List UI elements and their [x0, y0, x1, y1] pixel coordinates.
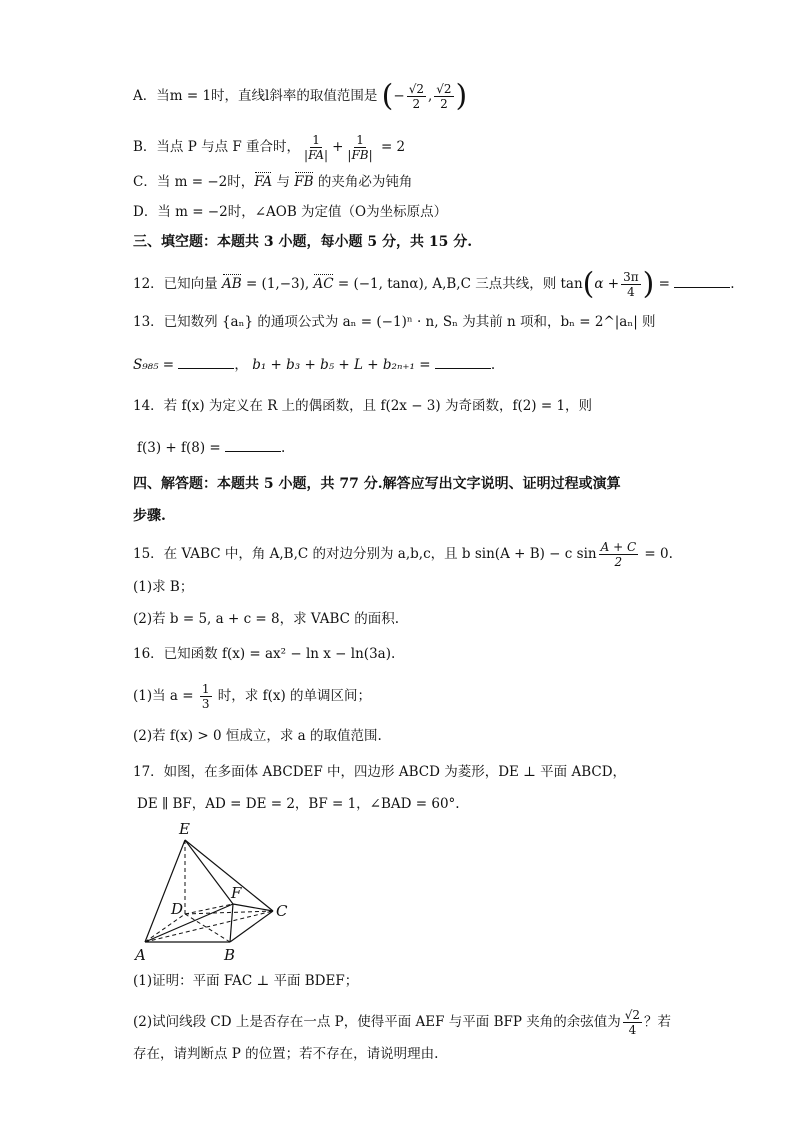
edge-df-hidden	[185, 904, 233, 914]
question-17-line2: DE ∥ BF，AD = DE = 2，BF = 1，∠BAD = 60°.	[137, 796, 460, 812]
question-13-line1: 13．已知数列 {aₙ} 的通项公式为 aₙ = (−1)ⁿ · n, Sₙ 为其前 n 项和，bₙ = 2^|aₙ| 则	[133, 314, 656, 330]
separator: ，	[234, 357, 253, 373]
q12-part1: = (1,−3),	[241, 276, 314, 292]
answer-blank-q12[interactable]	[674, 273, 730, 288]
edge-fc	[233, 904, 273, 911]
question-14-line1: 14．若 f(x) 为定义在 R 上的偶函数，且 f(2x − 3) 为奇函数，f(2) = 1，则	[133, 398, 593, 414]
frac-num: 1	[312, 133, 320, 147]
option-c-end: 的夹角必为钝角	[313, 174, 413, 190]
option-a-prefix: A．当	[133, 88, 170, 104]
question-17-part3: 存在，请判断点 P 的位置；若不存在，请说明理由.	[133, 1046, 439, 1062]
close-paren: )	[455, 78, 468, 114]
q14-expression: f(3) + f(8) =	[137, 440, 226, 456]
plus-sign: +	[332, 139, 344, 155]
question-12	[133, 266, 735, 302]
period: .	[730, 276, 735, 292]
answer-blank-q13b[interactable]	[435, 354, 491, 369]
q17-p2-pre: (2)试问线段 CD 上是否存在一点 P，使得平面 AEF 与平面 BFP 夹角的余弦值为	[133, 1014, 621, 1030]
vector-fb: FB	[294, 174, 314, 190]
comma: ,	[427, 88, 433, 104]
s985-label: S₉₈₅ =	[133, 357, 179, 373]
question-15-part1: (1)求 B；	[133, 579, 194, 595]
vector-fa: FA	[254, 174, 273, 190]
frac-den: 2	[614, 555, 623, 569]
q12-equals: =	[654, 276, 675, 292]
frac-num: 3π	[623, 270, 639, 284]
q12-pre: 12．已知向量	[133, 276, 222, 292]
section-4-heading-line2: 步骤.	[133, 508, 166, 524]
question-17-line1: 17．如图，在多面体 ABCDEF 中，四边形 ABCD 为菱形，DE ⊥ 平面 ABCD，	[133, 764, 627, 780]
q17-p2-post: ？若	[644, 1014, 672, 1030]
option-a	[133, 78, 468, 114]
question-15	[133, 540, 673, 569]
fraction-sqrt2-over-4	[623, 1008, 642, 1037]
question-16: 16．已知函数 f(x) = ax² − ln x − ln(3a).	[133, 646, 396, 662]
frac-num: √2	[408, 82, 424, 96]
question-16-part2: (2)若 f(x) > 0 恒成立，求 a 的取值范围.	[133, 728, 382, 744]
section-3-heading: 三、填空题：本题共 3 小题，每小题 5 分，共 15 分.	[133, 234, 473, 250]
option-a-condition: m = 1时，直线l斜率的取值范围是	[169, 88, 378, 104]
period: .	[281, 440, 286, 456]
fraction-1-over-fa	[302, 133, 330, 162]
frac-den: |FB|	[347, 148, 373, 162]
vector-ac: AC	[313, 276, 334, 292]
label-f: F	[231, 884, 242, 902]
edge-ac-hidden	[145, 911, 273, 942]
frac-num: A + C	[600, 540, 637, 554]
fraction-3pi-over-4	[621, 270, 641, 299]
edge-dc-hidden	[185, 911, 273, 914]
open-paren: (	[582, 266, 595, 302]
fraction-1-over-fb	[345, 133, 374, 162]
equals-two: = 2	[380, 139, 406, 155]
option-d: D．当 m = −2时，∠AOB 为定值（O为坐标原点）	[133, 204, 448, 220]
frac-den: 2	[440, 97, 448, 111]
edge-ec	[185, 840, 273, 911]
label-a: A	[135, 946, 146, 964]
question-16-part1	[133, 682, 371, 711]
frac-num: √2	[624, 1008, 641, 1022]
question-17-part2	[133, 1008, 671, 1037]
frac-num: 1	[201, 682, 210, 696]
vector-ab: AB	[221, 276, 242, 292]
frac-num: 1	[356, 133, 364, 147]
fraction-sqrt2-over-2-a	[407, 82, 426, 111]
minus-sign: −	[393, 88, 405, 104]
label-b: B	[224, 946, 236, 964]
q15-pre: 15．在 VABC 中，角 A,B,C 的对边分别为 a,b,c，且 b sin(A + B) − c sin	[133, 546, 597, 562]
answer-blank-q13a[interactable]	[178, 354, 234, 369]
edge-db-hidden	[185, 914, 230, 942]
q16-p1-pre: (1)当 a =	[133, 688, 198, 704]
close-paren: )	[642, 266, 655, 302]
answer-blank-q14[interactable]	[225, 437, 281, 452]
fraction-a-plus-c-over-2	[599, 540, 639, 569]
frac-num: √2	[436, 82, 452, 96]
frac-den: |FA|	[304, 148, 329, 162]
option-b-text: B．当点 P 与点 F 重合时，	[133, 139, 301, 155]
section-4-heading-line1: 四、解答题：本题共 5 小题，共 77 分.解答应写出文字说明、证明过程或演算	[133, 476, 621, 492]
label-c: C	[276, 902, 288, 920]
frac-den: 4	[628, 1023, 637, 1037]
label-d: D	[171, 900, 184, 918]
frac-den: 3	[201, 697, 210, 711]
question-15-part2: (2)若 b = 5, a + c = 8，求 VABC 的面积.	[133, 611, 400, 627]
question-14-line2	[137, 437, 285, 458]
q15-post: = 0.	[640, 546, 673, 562]
b-sum-label: b₁ + b₃ + b₅ + L + b₂ₙ₊₁ =	[252, 357, 435, 373]
frac-den: 4	[627, 285, 635, 299]
fraction-1-over-3	[200, 682, 212, 711]
question-17-part1: (1)证明：平面 FAC ⊥ 平面 BDEF；	[133, 973, 359, 989]
frac-den: 2	[412, 97, 421, 111]
open-paren: (	[381, 78, 394, 114]
q16-p1-post: 时，求 f(x) 的单调区间；	[213, 688, 372, 704]
fraction-sqrt2-over-2-b	[434, 82, 453, 111]
edge-ef	[185, 840, 233, 904]
polyhedron-figure	[133, 818, 303, 968]
option-c-mid: 与	[272, 174, 295, 190]
option-b	[133, 133, 405, 162]
q12-part2: = (−1, tanα), A,B,C 三点共线，则 tan	[333, 276, 583, 292]
option-c	[133, 172, 412, 192]
edge-bc	[230, 911, 273, 942]
option-c-text: C．当 m = −2时，	[133, 174, 255, 190]
period: .	[490, 357, 496, 373]
label-e: E	[179, 820, 190, 838]
question-13-line2	[133, 354, 495, 375]
alpha-plus: α +	[594, 276, 620, 292]
edge-bf	[230, 904, 233, 942]
